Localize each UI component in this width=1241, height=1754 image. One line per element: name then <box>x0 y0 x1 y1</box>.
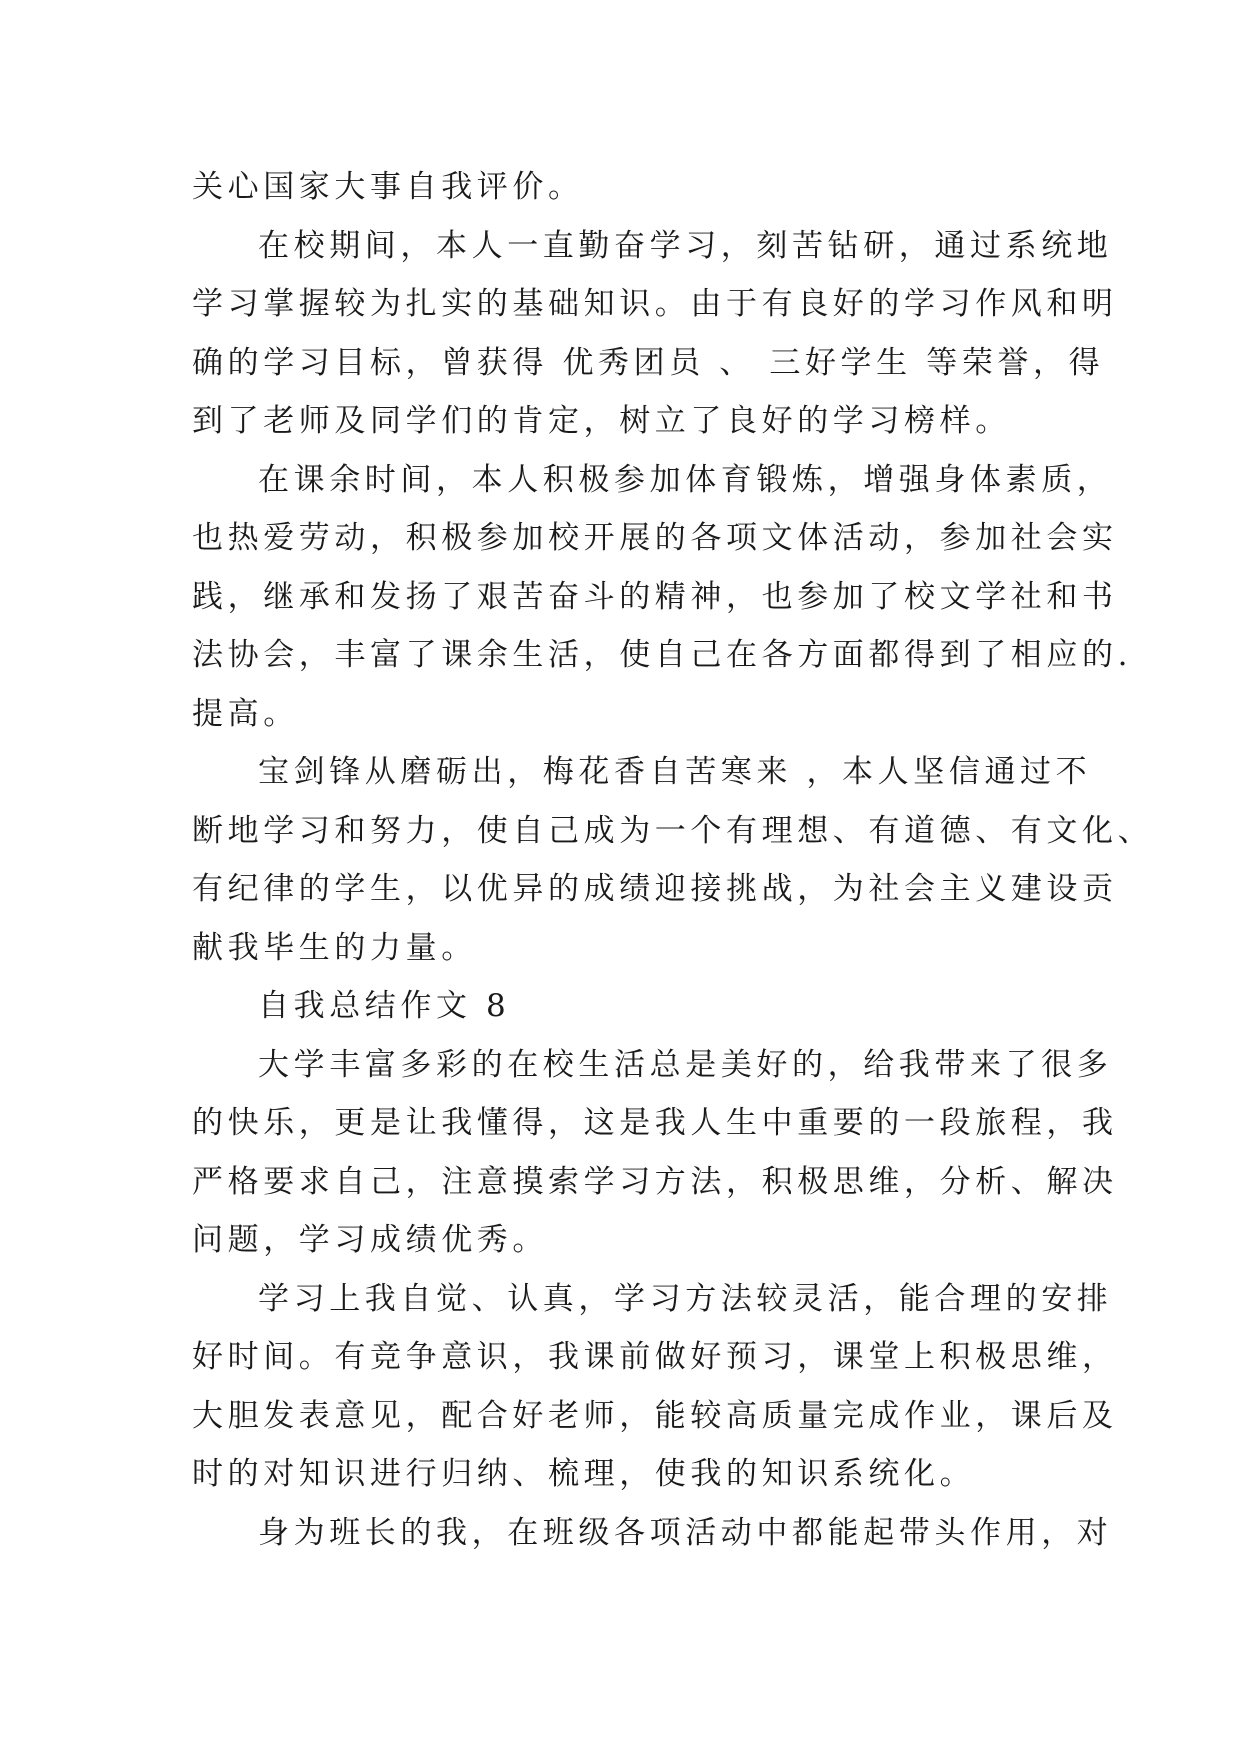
text-line: 学习掌握较为扎实的基础知识。由于有良好的学习作风和明 <box>192 286 1118 322</box>
text-line: 问题，学习成绩优秀。 <box>192 1222 548 1258</box>
paragraph-start-line: 宝剑锋从磨砺出，梅花香自苦寒来 ，本人坚信通过不 <box>258 754 1092 790</box>
text-line: 大胆发表意见，配合好老师，能较高质量完成作业，课后及 <box>192 1397 1118 1434</box>
text-line: 关心国家大事自我评价。 <box>192 169 584 205</box>
text-line: 践，继承和发扬了艰苦奋斗的精神，也参加了校文学社和书 <box>192 578 1118 615</box>
document-body <box>192 158 1154 1562</box>
paragraph-start-line: 身为班长的我，在班级各项活动中都能起带头作用，对 <box>258 1514 1113 1551</box>
text-line: 提高。 <box>192 695 299 732</box>
text-line: 时的对知识进行归纳、梳理，使我的知识系统化。 <box>192 1456 976 1492</box>
text-line: 的快乐，更是让我懂得，这是我人生中重要的一段旅程，我 <box>192 1105 1118 1141</box>
paragraph-start-line: 学习上我自觉、认真，学习方法较灵活，能合理的安排 <box>258 1280 1113 1317</box>
paragraph-start-line: 大学丰富多彩的在校生活总是美好的，给我带来了很多 <box>258 1046 1113 1083</box>
paragraph-start-line: 在课余时间，本人积极参加体育锻炼，增强身体素质， <box>258 461 1113 498</box>
text-line: 严格要求自己，注意摸索学习方法，积极思维，分析、解决 <box>192 1163 1118 1200</box>
text-line: 有纪律的学生，以优异的成绩迎接挑战，为社会主义建设贡 <box>192 871 1118 907</box>
text-line: 好时间。有竞争意识，我课前做好预习，课堂上积极思维， <box>192 1339 1118 1375</box>
text-line: 法协会，丰富了课余生活，使自己在各方面都得到了相应的. <box>192 637 1133 673</box>
text-line: 确的学习目标，曾获得 优秀团员 、 三好学生 等荣誉，得 <box>192 344 1105 381</box>
text-line: 到了老师及同学们的肯定，树立了良好的学习榜样。 <box>192 403 1011 439</box>
paragraph-start-line: 在校期间，本人一直勤奋学习，刻苦钻研，通过系统地 <box>258 227 1113 264</box>
text-line: 也热爱劳动，积极参加校开展的各项文体活动，参加社会实 <box>192 520 1118 556</box>
text-line: 断地学习和努力，使自己成为一个有理想、有道德、有文化、 <box>192 812 1154 849</box>
text-line: 献我毕生的力量。 <box>192 929 477 966</box>
section-heading: 自我总结作文 8 <box>258 988 511 1024</box>
